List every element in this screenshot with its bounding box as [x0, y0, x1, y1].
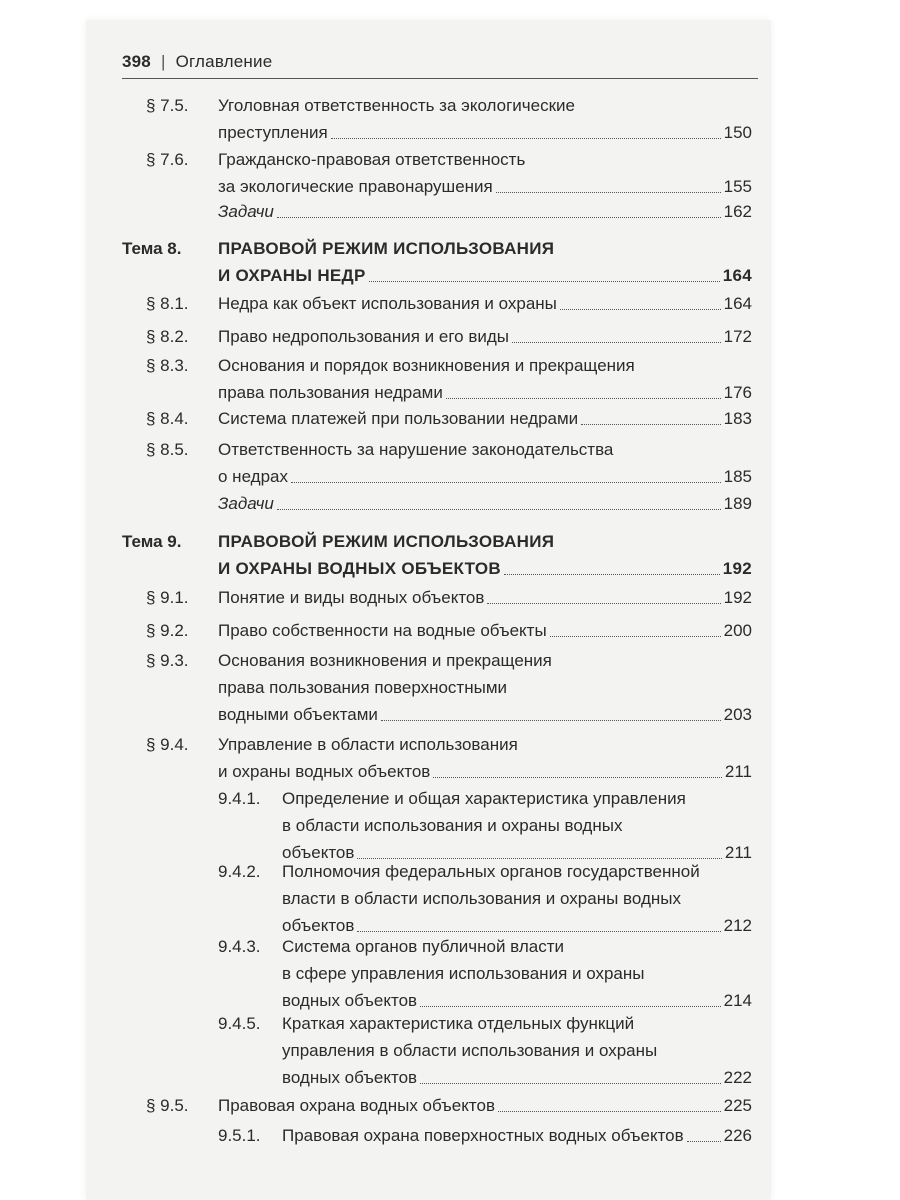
dot-leader — [498, 1111, 721, 1112]
toc-entry-title — [218, 617, 752, 644]
toc-entry-number: § 8.2. — [146, 327, 189, 346]
toc-page-number: 183 — [723, 409, 752, 428]
toc-entry-number: § 9.5. — [146, 1096, 189, 1115]
toc-page-number: 164 — [722, 266, 752, 285]
toc-entry-title-line: ПРАВОВОЙ РЕЖИМ ИСПОЛЬЗОВАНИЯ — [218, 532, 555, 551]
toc-entry-title-line: Задачи — [218, 494, 274, 513]
toc-entry-title — [218, 235, 752, 289]
toc-entry-title — [218, 1092, 752, 1119]
dot-leader — [446, 398, 721, 399]
toc-page-number: 176 — [723, 383, 752, 402]
toc-page-number: 185 — [723, 467, 752, 486]
toc-page-number: 222 — [723, 1068, 752, 1087]
page-number: 398 — [122, 52, 151, 71]
toc-entry-title — [218, 528, 752, 582]
toc-entry-title — [282, 933, 752, 1014]
toc-entry-title-line: ПРАВОВОЙ РЕЖИМ ИСПОЛЬЗОВАНИЯ — [218, 239, 555, 258]
dot-leader — [331, 138, 721, 139]
toc-entry-title-line: за экологические правонарушения — [218, 177, 493, 196]
toc-entry-title-line: права пользования недрами — [218, 383, 443, 402]
toc-entry-title-line: в сфере управления использования и охраны — [282, 964, 645, 983]
toc-entry-number: § 8.1. — [146, 294, 189, 313]
toc-entry-number: § 8.3. — [146, 356, 189, 375]
toc-entry-title — [218, 436, 752, 490]
toc-entry-number: § 8.4. — [146, 409, 189, 428]
toc-entry-title — [218, 352, 752, 406]
toc-entry-title-line: управления в области использования и охраны — [282, 1041, 658, 1060]
dot-leader — [357, 931, 720, 932]
toc-entry-title-line: Недра как объект использования и охраны — [218, 294, 557, 313]
dot-leader — [420, 1006, 721, 1007]
toc-entry-title-line: Право недропользования и его виды — [218, 327, 510, 346]
toc-page-number: 150 — [723, 123, 752, 142]
toc-entry-title-line: Правовая охрана поверхностных водных объектов — [282, 1126, 684, 1145]
toc-entry-title-line: о недрах — [218, 467, 288, 486]
toc-page-number: 211 — [724, 762, 752, 781]
toc-entry-number: Тема 8. — [122, 239, 182, 258]
dot-leader — [369, 281, 720, 282]
toc-entry-title — [218, 584, 752, 611]
toc-entry-title-line: водных объектов — [282, 1068, 418, 1087]
toc-entry-title-line: Понятие и виды водных объектов — [218, 588, 485, 607]
toc-entry-number: § 8.5. — [146, 440, 189, 459]
toc-entry-title-line: Система платежей при пользовании недрами — [218, 409, 579, 428]
toc-entry-title-line: Правовая охрана водных объектов — [218, 1096, 495, 1115]
dot-leader — [277, 217, 721, 218]
toc-entry-title-line: Уголовная ответственность за экологические — [218, 96, 575, 115]
toc-page-number: 226 — [723, 1126, 752, 1145]
toc-page-number: 211 — [724, 843, 752, 862]
toc-entry-title — [282, 1010, 752, 1091]
toc-entry-title — [218, 405, 752, 432]
toc-entry-title-line: Полномочия федеральных органов государственной — [282, 862, 700, 881]
toc-entry-title-line: в области использования и охраны водных — [282, 816, 623, 835]
toc-entry-title-line: Задачи — [218, 202, 274, 221]
toc-page-number: 172 — [723, 327, 752, 346]
toc-page-number: 225 — [723, 1096, 752, 1115]
toc-page-number: 155 — [723, 177, 752, 196]
toc-page-number: 192 — [723, 588, 752, 607]
toc-entry-title-line: Право собственности на водные объекты — [218, 621, 547, 640]
dot-leader — [487, 603, 720, 604]
dot-leader — [381, 720, 721, 721]
toc-entry-title — [282, 1122, 752, 1149]
toc-entry-title-line: Основания возникновения и прекращения — [218, 651, 552, 670]
dot-leader — [560, 309, 721, 310]
toc-entry-title-line: преступления — [218, 123, 328, 142]
dot-leader — [420, 1083, 721, 1084]
toc-entry-title-line: Краткая характеристика отдельных функций — [282, 1014, 635, 1033]
toc-entry-number: § 7.6. — [146, 150, 189, 169]
toc-page-number: 212 — [723, 916, 752, 935]
toc-entry-title — [282, 858, 752, 939]
header-rule — [122, 78, 758, 79]
toc-entry-title — [282, 785, 752, 866]
toc-entry-title-line: Гражданско-правовая ответственность — [218, 150, 526, 169]
toc-entry-title — [218, 647, 752, 728]
toc-entry-title-line: И ОХРАНЫ ВОДНЫХ ОБЪЕКТОВ — [218, 559, 501, 578]
toc-entry-title — [218, 323, 752, 350]
toc-entry-title-line: Система органов публичной власти — [282, 937, 564, 956]
section-title: Оглавление — [175, 52, 273, 71]
dot-leader — [687, 1141, 721, 1142]
toc-entry-title-line: Определение и общая характеристика управления — [282, 789, 686, 808]
dot-leader — [433, 777, 722, 778]
dot-leader — [512, 342, 721, 343]
toc-entry-number: § 7.5. — [146, 96, 189, 115]
page-header — [122, 52, 272, 72]
toc-entry-title-line: власти в области использования и охраны водных — [282, 889, 681, 908]
toc-entry-title-line: Управление в области использования — [218, 735, 518, 754]
toc-entry-title — [218, 731, 752, 785]
header-separator: | — [160, 52, 166, 71]
toc-entry-title-line: Ответственность за нарушение законодательства — [218, 440, 614, 459]
toc-entry-number: § 9.4. — [146, 735, 189, 754]
toc-entry-title — [218, 92, 752, 146]
toc-entry-number: 9.4.5. — [218, 1014, 261, 1033]
dot-leader — [550, 636, 721, 637]
dot-leader — [291, 482, 721, 483]
toc-entry-number: 9.4.2. — [218, 862, 261, 881]
dot-leader — [277, 509, 721, 510]
toc-entry-title-line: водными объектами — [218, 705, 378, 724]
toc-page-number: 164 — [723, 294, 752, 313]
toc-page-number: 200 — [723, 621, 752, 640]
dot-leader — [504, 574, 720, 575]
toc-entry-number: 9.5.1. — [218, 1126, 261, 1145]
toc-entry-number: 9.4.3. — [218, 937, 261, 956]
dot-leader — [496, 192, 721, 193]
toc-entry-title-line: И ОХРАНЫ НЕДР — [218, 266, 366, 285]
toc-entry-number: § 9.2. — [146, 621, 189, 640]
toc-page-number: 203 — [723, 705, 752, 724]
toc-entry-title-line: водных объектов — [282, 991, 418, 1010]
toc-page-number: 214 — [723, 991, 752, 1010]
toc-entry-title-line: и охраны водных объектов — [218, 762, 431, 781]
toc-page-number: 162 — [723, 202, 752, 221]
toc-entry-number: § 9.3. — [146, 651, 189, 670]
toc-page-number: 189 — [723, 494, 752, 513]
toc-entry-title-line: объектов — [282, 916, 355, 935]
toc-entry-title-line: права пользования поверхностными — [218, 678, 507, 697]
toc-entry-title — [218, 290, 752, 317]
toc-entry-title-line: Основания и порядок возникновения и прекращения — [218, 356, 635, 375]
toc-page-number: 192 — [722, 559, 752, 578]
toc-entry-number: 9.4.1. — [218, 789, 261, 808]
dot-leader — [581, 424, 720, 425]
toc-entry-number: § 9.1. — [146, 588, 189, 607]
toc-entry-number: Тема 9. — [122, 532, 182, 551]
toc-entry-title — [218, 490, 752, 517]
toc-entry-title-line: объектов — [282, 843, 355, 862]
toc-entry-title — [218, 198, 752, 225]
toc-entry-title — [218, 146, 752, 200]
